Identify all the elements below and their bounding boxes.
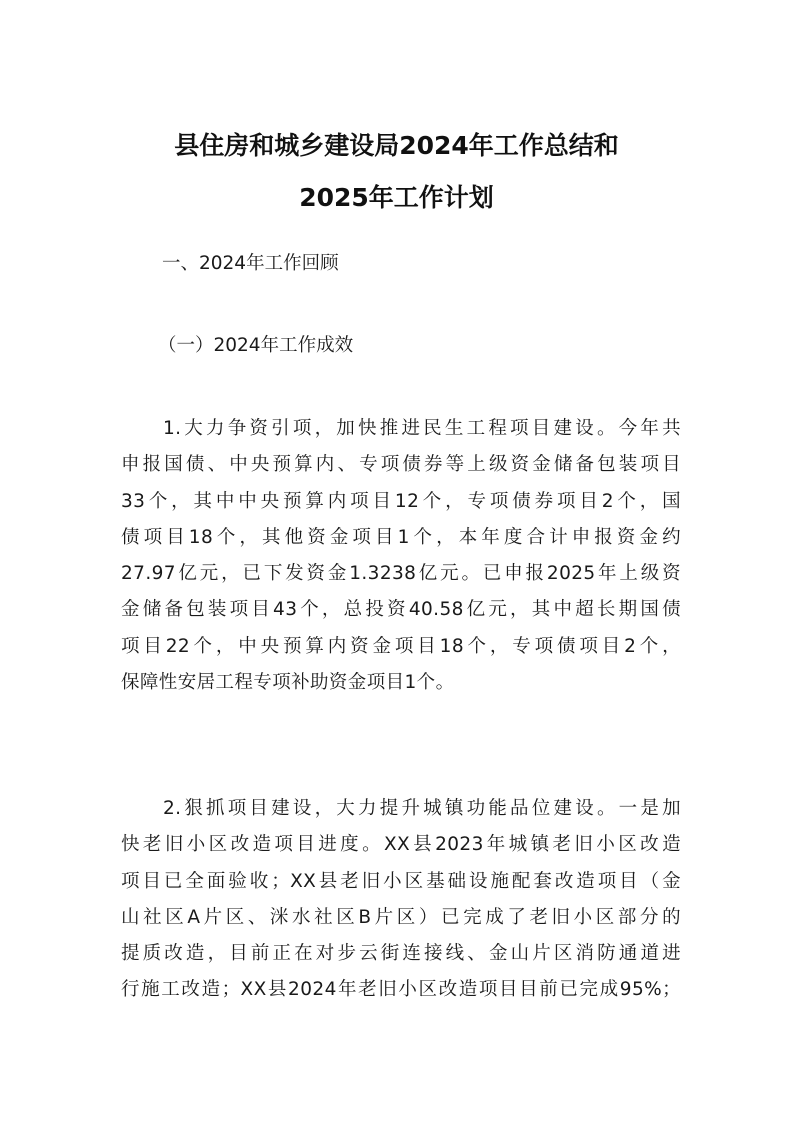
document-title: [100, 120, 693, 224]
section-heading: 一、2024年工作回顾: [162, 253, 339, 274]
paragraph-line: 行施工改造；XX县2024年老旧小区改造项目目前已完成95%；: [121, 979, 681, 1001]
paragraph-line: 2.狠抓项目建设，大力提升城镇功能品位建设。一是加: [163, 798, 681, 819]
title-line-1: 县住房和城乡建设局2024年工作总结和: [174, 131, 619, 160]
paragraph-line: 山社区A片区、洣水社区B片区）已完成了老旧小区部分的: [121, 906, 681, 928]
paragraph-line: 项目已全面验收；XX县老旧小区基础设施配套改造项目（金: [121, 870, 681, 892]
paragraph-line: 保障性安居工程专项补助资金项目1个。: [121, 672, 455, 694]
paragraph-line: 33个，其中中央预算内项目12个，专项债券项目2个，国: [121, 490, 681, 512]
paragraph-line: 提质改造，目前正在对步云街连接线、金山片区消防通道进: [121, 943, 681, 965]
paragraph-line: 快老旧小区改造项目进度。XX县2023年城镇老旧小区改造: [121, 834, 681, 856]
title-line-2: 2025年工作计划: [299, 183, 494, 212]
paragraph-line: 项目22个，中央预算内资金项目18个，专项债项目2个，: [121, 635, 681, 657]
paragraph-1: [121, 411, 681, 701]
paragraph-line: 债项目18个，其他资金项目1个，本年度合计申报资金约: [121, 526, 681, 548]
paragraph-line: 27.97亿元，已下发资金1.3238亿元。已申报2025年上级资: [121, 563, 681, 585]
paragraph-2: [121, 791, 681, 1009]
subsection-heading: （一）2024年工作成效: [158, 335, 354, 356]
paragraph-line: 申报国债、中央预算内、专项债券等上级资金储备包装项目: [121, 454, 681, 476]
paragraph-line: 金储备包装项目43个，总投资40.58亿元，其中超长期国债: [121, 599, 681, 621]
paragraph-line: 1.大力争资引项，加快推进民生工程项目建设。今年共: [163, 418, 681, 439]
